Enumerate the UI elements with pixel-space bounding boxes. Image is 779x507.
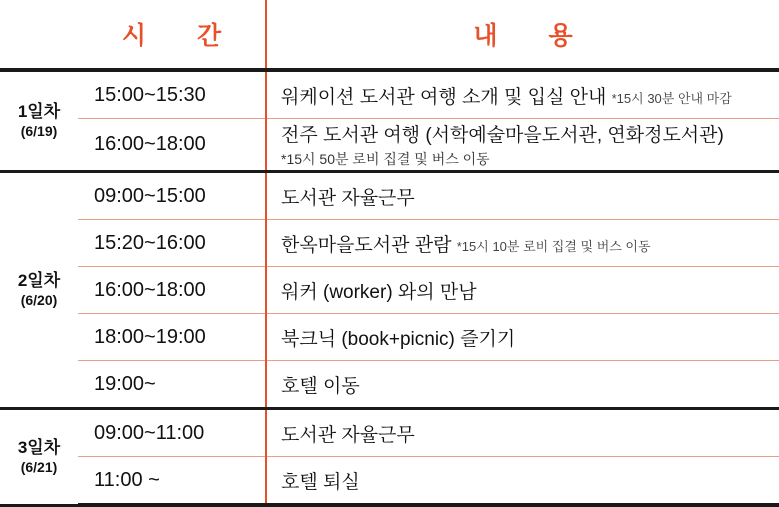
table-header-row (0, 0, 779, 70)
desc-cell (266, 70, 779, 119)
time-cell: 09:00~15:00 (78, 172, 266, 220)
day-date: (6/20) (20, 292, 58, 309)
table-row (0, 314, 779, 361)
desc-cell (266, 119, 779, 172)
time-cell: 16:00~18:00 (78, 119, 266, 172)
desc-text: 호텔 퇴실 (281, 471, 360, 493)
time-cell: 11:00 ~ (78, 457, 266, 506)
time-cell: 09:00~11:00 (78, 409, 266, 457)
desc-text: 북크닉 (book+picnic) 즐기기 (281, 328, 516, 350)
day-cell-3 (0, 409, 78, 506)
desc-cell (266, 457, 779, 506)
desc-cell (266, 409, 779, 457)
table-row (0, 361, 779, 409)
table-row (0, 172, 779, 220)
desc-text: 도서관 자율근무 (281, 424, 415, 446)
desc-text: 워커 (worker) 와의 만남 (281, 281, 477, 303)
desc-text: 워케이션 도서관 여행 소개 및 입실 안내 (281, 86, 607, 108)
desc-cell (266, 361, 779, 409)
time-cell: 19:00~ (78, 361, 266, 409)
day-label: 1일차 (17, 102, 61, 122)
day-date: (6/21) (20, 459, 58, 476)
day-date: (6/19) (20, 123, 58, 140)
desc-text: 한옥마을도서관 관람 (281, 234, 452, 256)
time-cell: 15:00~15:30 (78, 70, 266, 119)
table-row (0, 409, 779, 457)
table-row (0, 119, 779, 172)
desc-cell (266, 314, 779, 361)
table-row (0, 457, 779, 506)
desc-text: 전주 도서관 여행 (서학예술마을도서관, 연화정도서관) (281, 125, 724, 146)
desc-text: 도서관 자율근무 (281, 187, 415, 209)
header-content: 내 용 (266, 0, 779, 70)
day-label: 2일차 (17, 271, 61, 291)
desc-note: *15시 30분 안내 마감 (611, 90, 732, 106)
time-cell: 16:00~18:00 (78, 267, 266, 314)
table-row (0, 70, 779, 119)
desc-cell (266, 172, 779, 220)
table-row (0, 220, 779, 267)
table-row (0, 267, 779, 314)
desc-subline: *15시 50분 로비 집결 및 버스 이동 (281, 151, 490, 167)
desc-cell (266, 267, 779, 314)
header-corner-blank (0, 0, 78, 70)
header-time: 시 간 (78, 0, 266, 70)
day-label: 3일차 (17, 437, 61, 457)
desc-text: 호텔 이동 (281, 375, 360, 397)
day-cell-1 (0, 70, 78, 172)
desc-cell (266, 220, 779, 267)
desc-note: *15시 10분 로비 집결 및 버스 이동 (456, 238, 651, 254)
time-cell: 15:20~16:00 (78, 220, 266, 267)
time-cell: 18:00~19:00 (78, 314, 266, 361)
day-cell-2 (0, 172, 78, 409)
